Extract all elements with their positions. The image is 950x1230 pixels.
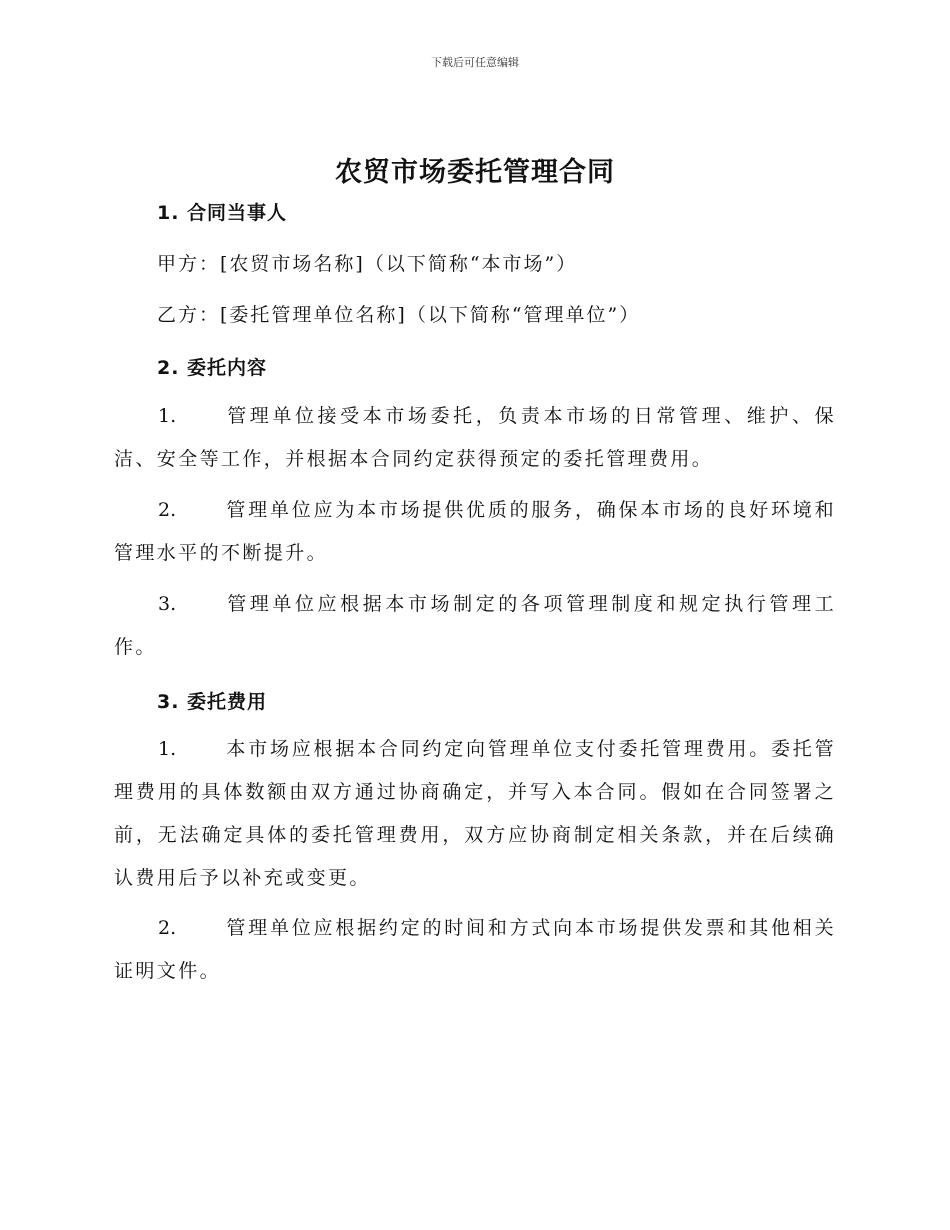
section-heading-fees: 3. 委托费用 xyxy=(157,691,268,713)
clause-text: 管理单位应为本市场提供优质的服务，确保本市场的良好环境和管理水平的不断提升。 xyxy=(114,499,836,564)
document-title: 农贸市场委托管理合同 xyxy=(335,157,615,188)
clause-text: 管理单位接受本市场委托，负责本市场的日常管理、维护、保洁、安全等工作，并根据本合同约定获得预定的委托管理费用。 xyxy=(114,405,836,470)
clause-number: 1. xyxy=(158,738,177,760)
scope-clause-3 xyxy=(114,583,836,669)
clause-text: 本市场应根据本合同约定向管理单位支付委托管理费用。委托管理费用的具体数额由双方通过协商确定，并写入本合同。假如在合同签署之前，无法确定具体的委托管理费用，双方应协商制定相关条款，并在后续确认费用后予以补充或变更。 xyxy=(114,738,836,889)
scope-clause-1 xyxy=(114,395,836,481)
clause-number: 2. xyxy=(158,499,177,521)
clause-text: 管理单位应根据本市场制定的各项管理制度和规定执行管理工作。 xyxy=(114,593,836,658)
fees-clause-2 xyxy=(114,907,836,993)
fees-clause-1 xyxy=(114,728,836,900)
party-a-line: 甲方：[农贸市场名称]（以下简称“本市场”） xyxy=(157,253,578,275)
clause-number: 3. xyxy=(158,593,177,615)
clause-number: 1. xyxy=(158,405,177,427)
clause-number: 2. xyxy=(158,917,177,939)
clause-text: 管理单位应根据约定的时间和方式向本市场提供发票和其他相关证明文件。 xyxy=(114,917,836,982)
section-heading-scope: 2. 委托内容 xyxy=(157,357,268,379)
section-heading-parties: 1. 合同当事人 xyxy=(157,202,288,224)
page-header-note: 下载后可任意编辑 xyxy=(431,56,519,69)
party-b-line: 乙方：[委托管理单位名称]（以下简称“管理单位”） xyxy=(157,304,641,326)
scope-clause-2 xyxy=(114,489,836,575)
